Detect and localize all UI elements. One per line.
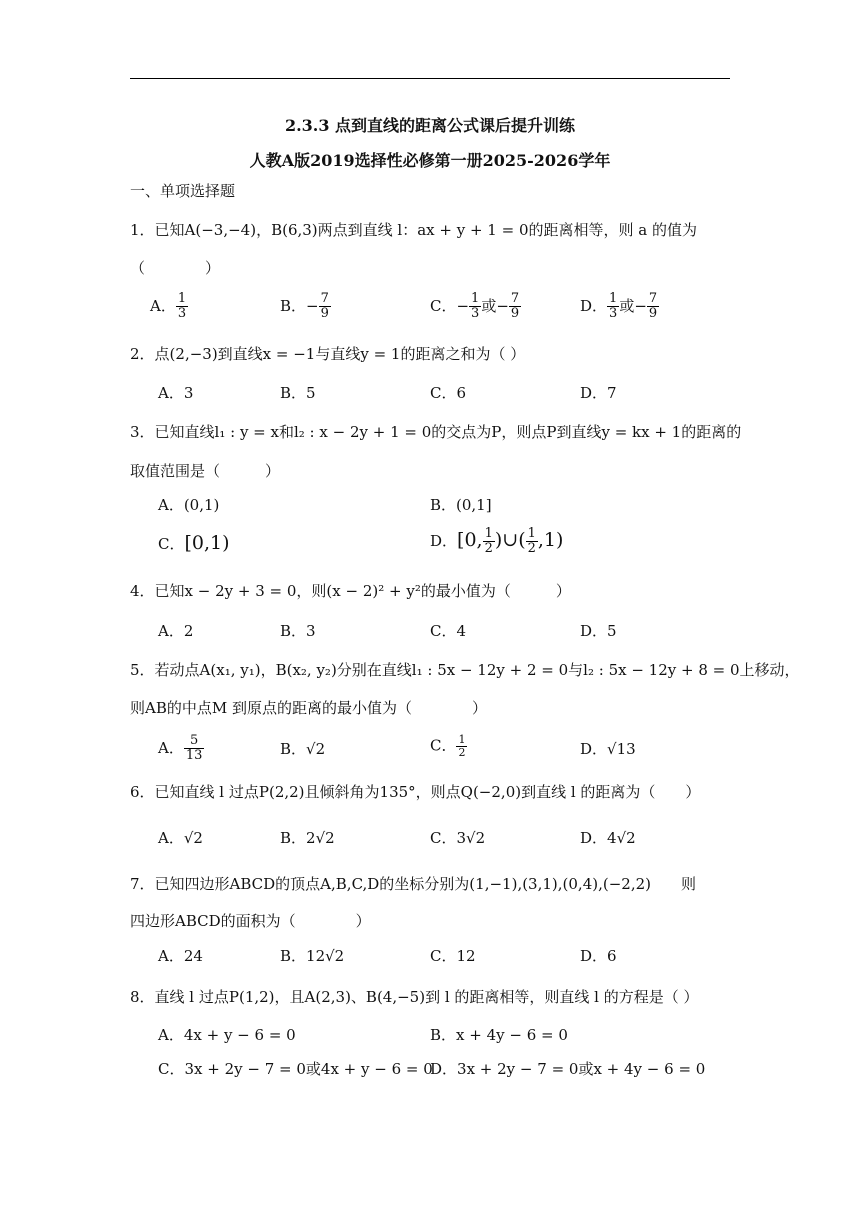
q2-option-c[interactable]: C．6 (430, 384, 467, 402)
q4-option-a[interactable]: A．2 (158, 622, 194, 640)
section-heading: 一、单项选择题 (130, 182, 236, 200)
q1-option-d[interactable]: D． $\frac{1}{3}$ 或− $\frac{7}{9}$ (580, 291, 658, 322)
q8-option-c[interactable]: C．3x + 2y − 7 = 0或4x + y − 6 = 0 (158, 1060, 433, 1078)
q7-option-c[interactable]: C．12 (430, 947, 476, 965)
q7-option-a[interactable]: A．24 (158, 947, 203, 965)
fraction: $\frac{1}{3}$ (177, 291, 187, 322)
q4-option-b[interactable]: B．3 (280, 622, 316, 640)
question-8-stem: 8．直线 l 过点P(1,2)，且A(2,3)、B(4,−5)到 l 的距离相等，则直线 l 的方程是（ ） (130, 988, 699, 1006)
q2-option-a[interactable]: A．3 (158, 384, 194, 402)
question-5-stem: 5．若动点A(x₁, y₁)，B(x₂, y₂)分别在直线l₁ : 5x − 12y + 2 = 0与l₂ : 5x − 12y + 8 = 0上移动， (130, 661, 800, 679)
doc-title: 2.3.3 点到直线的距离公式课后提升训练 (284, 116, 576, 135)
q1-option-a[interactable]: A． $\frac{1}{3}$ (150, 291, 187, 322)
question-3-stem: 3．已知直线l₁ : y = x和l₂ : x − 2y + 1 = 0的交点为P，则点P到直线y = kx + 1的距离的 (130, 423, 742, 441)
fraction: $\frac{7}{9}$ (320, 291, 329, 322)
q5-option-a[interactable]: A． $\frac{5}{13}$ (158, 733, 203, 764)
q4-option-c[interactable]: C．4 (430, 622, 467, 640)
header-rule (130, 78, 730, 79)
doc-subtitle: 人教A版2019选择性必修第一册2025-2026学年 (249, 151, 611, 170)
q3-option-c[interactable]: C．[0,1) (158, 532, 230, 554)
fraction: $\frac{1}{3}$ (609, 291, 618, 322)
question-1-stem-cont: （ ） (130, 259, 221, 277)
question-5-stem-cont: 则AB的中点M 到原点的距离的最小值为（ ） (130, 699, 487, 717)
fraction: $\frac{7}{9}$ (510, 291, 520, 322)
q1-option-c[interactable]: C．− $\frac{1}{3}$ 或− $\frac{7}{9}$ (430, 291, 520, 322)
fraction: $\frac{1}{3}$ (471, 291, 480, 322)
question-2-stem: 2．点(2,−3)到直线x = −1与直线y = 1的距离之和为（ ） (130, 345, 526, 363)
q3-option-a[interactable]: A．(0,1) (158, 496, 220, 514)
q3-option-b[interactable]: B．(0,1] (430, 496, 492, 514)
question-4-stem: 4．已知x − 2y + 3 = 0，则(x − 2)² + y²的最小值为（ ） (130, 582, 571, 600)
question-7-stem-cont: 四边形ABCD的面积为（ ） (130, 912, 371, 930)
question-7-stem: 7．已知四边形ABCD的顶点A,B,C,D的坐标分别为(1,−1),(3,1),(0,4),(−2,2) 则 (130, 875, 696, 893)
q2-option-b[interactable]: B．5 (280, 384, 316, 402)
q8-option-b[interactable]: B．x + 4y − 6 = 0 (430, 1026, 568, 1044)
fraction: $\frac{7}{9}$ (648, 291, 658, 322)
q3-option-d[interactable]: D．[0, $\frac{1}{2}$ )∪( $\frac{1}{2}$ ,1) (430, 526, 564, 557)
q6-option-c[interactable]: C．3√2 (430, 829, 486, 847)
question-6-stem: 6．已知直线 l 过点P(2,2)且倾斜角为135°，则点Q(−2,0)到直线 l 的距离为（ ） (130, 783, 701, 801)
fraction: $\frac{5}{13}$ (185, 733, 203, 764)
q7-option-b[interactable]: B．12√2 (280, 947, 345, 965)
question-1-stem: 1．已知A(−3,−4)，B(6,3)两点到直线 l：ax + y + 1 = 0的距离相等，则 a 的值为 (130, 221, 697, 239)
q5-option-d[interactable]: D．√13 (580, 740, 636, 758)
q6-option-a[interactable]: A．√2 (158, 829, 203, 847)
fraction: $\frac{1}{2}$ (527, 526, 536, 557)
q8-option-a[interactable]: A．4x + y − 6 = 0 (158, 1026, 296, 1044)
q7-option-d[interactable]: D．6 (580, 947, 617, 965)
fraction: $\frac{1}{2}$ (458, 733, 466, 760)
q4-option-d[interactable]: D．5 (580, 622, 617, 640)
q1-option-b[interactable]: B．− $\frac{7}{9}$ (280, 291, 329, 322)
q6-option-d[interactable]: D．4√2 (580, 829, 636, 847)
fraction: $\frac{1}{2}$ (484, 526, 493, 557)
q2-option-d[interactable]: D．7 (580, 384, 617, 402)
q5-option-c[interactable]: C． $\frac{1}{2}$ (430, 733, 466, 760)
question-3-stem-cont: 取值范围是（ ） (130, 462, 281, 480)
q6-option-b[interactable]: B．2√2 (280, 829, 335, 847)
q5-option-b[interactable]: B．√2 (280, 740, 326, 758)
q8-option-d[interactable]: D．3x + 2y − 7 = 0或x + 4y − 6 = 0 (430, 1060, 706, 1078)
